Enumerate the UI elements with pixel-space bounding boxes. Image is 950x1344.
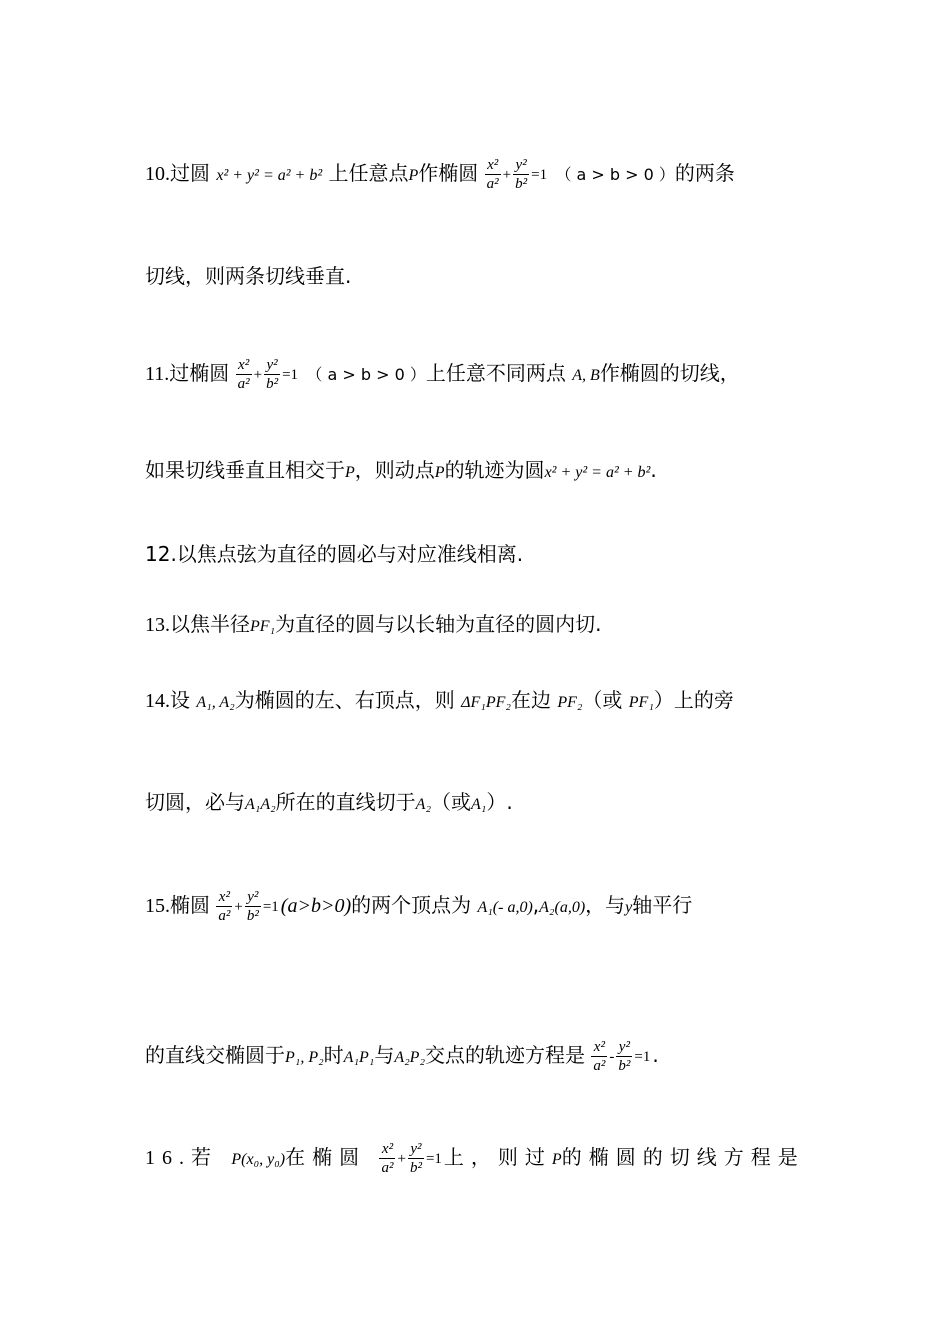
hyperbola-fraction-x: $\frac{\text{x²}}{\text{a²}}$ [593, 1039, 606, 1074]
item-10-line-2: 切线，则两条切线垂直. [145, 264, 352, 288]
ellipse-fraction-x: $\frac{\text{x²}}{\text{a²}}$ [381, 1141, 394, 1176]
ellipse-fraction-y: $\frac{\text{y²}}{\text{b²}}$ [409, 1141, 422, 1176]
item-14-line-1: 14.设 A₁, A₂为椭圆的左、右顶点，则 ΔF₁PF₂在边 PF₂（或 PF₁）上的旁 [145, 688, 734, 712]
item-15-line-1: 15.椭圆 $\frac{\text{x²}}{\text{a²}}$ + $\frac{\text{y²}}{\text{b²}}$ =1 (a>b>0)的两个顶点为 A₁(- a,0),A₂(a,0)，与y轴平行 [145, 889, 693, 924]
ellipse-fraction-x: $\frac{\text{x²}}{\text{a²}}$ [218, 889, 231, 924]
item-13: 13.以焦半径PF₁为直径的圆与以长轴为直径的圆内切. [145, 612, 602, 636]
ellipse-fraction-x: $\frac{\text{x²}}{\text{a²}}$ [486, 157, 499, 192]
ellipse-fraction-y: $\frac{\text{y²}}{\text{b²}}$ [266, 357, 279, 392]
ellipse-fraction-y: $\frac{\text{y²}}{\text{b²}}$ [515, 157, 528, 192]
ellipse-fraction-x: $\frac{\text{x²}}{\text{a²}}$ [237, 357, 250, 392]
circle-equation: x² + y² = a² + b² [216, 167, 323, 184]
item-15-line-2: 的直线交椭圆于P₁, P₂时A₁P₁与A₂P₂交点的轨迹方程是 $\frac{\text{x²}}{\text{a²}}$ - $\frac{\text{y²}}{\text{b²}}$ =1 . [145, 1039, 659, 1074]
item-16: 16.若 P(x₀, y₀)在椭圆 $\frac{\text{x²}}{\text{a²}}$ + $\frac{\text{y²}}{\text{b²}}$ =1 上，则过P的椭圆的切线方程是 [145, 1141, 805, 1176]
item-10-line-1: 10.过圆 x² + y² = a² + b² 上任意点P作椭圆 $\frac{\text{x²}}{\text{a²}}$ + $\frac{\text{y²}}{\text{b²}}$ =1 （ a > b > 0 ）的两条 [145, 157, 735, 192]
hyperbola-fraction-y: $\frac{\text{y²}}{\text{b²}}$ [618, 1039, 631, 1074]
ellipse-fraction-y: $\frac{\text{y²}}{\text{b²}}$ [246, 889, 259, 924]
item-11-line-1: 11.过椭圆 $\frac{\text{x²}}{\text{a²}}$ + $\frac{\text{y²}}{\text{b²}}$ =1 （ a > b > 0 ）上任意不同两点 A, B作椭圆的切线， [145, 357, 740, 392]
circle-equation: x² + y² = a² + b² [544, 464, 651, 481]
item-14-line-2: 切圆，必与A₁A₂所在的直线切于A₂（或A₁）. [145, 790, 513, 814]
item-12: 12.以焦点弦为直径的圆必与对应准线相离. [145, 542, 524, 566]
item-11-line-2: 如果切线垂直且相交于P，则动点P的轨迹为圆x² + y² = a² + b². [145, 458, 657, 482]
